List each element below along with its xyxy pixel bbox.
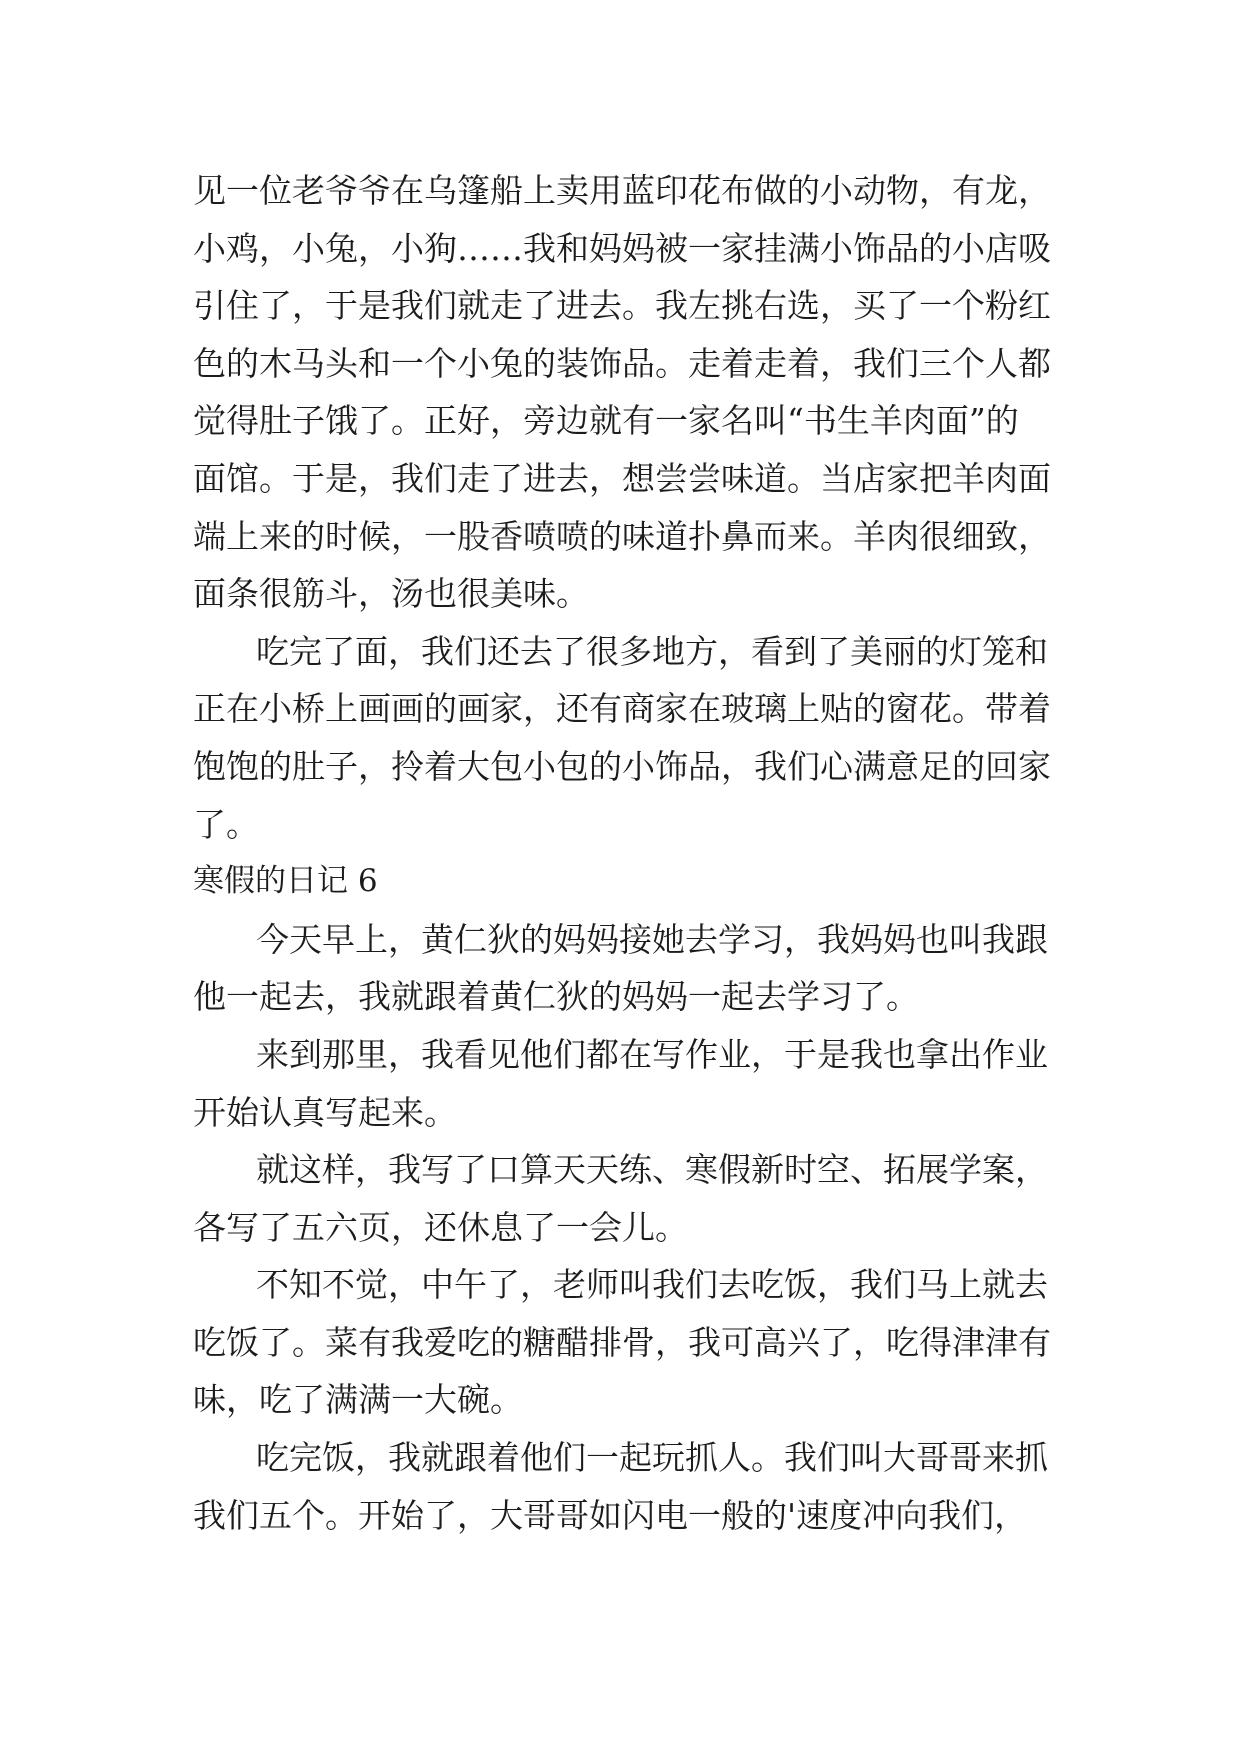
paragraph-start-line: 就这样，我写了口算天天练、寒假新时空、拓展学案，: [256, 1150, 1048, 1190]
text-line: 味，吃了满满一大碗。: [193, 1380, 523, 1420]
text-line: 端上来的时候，一股香喷喷的味道扑鼻而来。羊肉很细致，: [193, 516, 1051, 556]
text-line: 引住了，于是我们就走了进去。我左挑右选，买了一个粉红: [193, 286, 1051, 326]
text-line: 小鸡，小兔，小狗……我和妈妈被一家挂满小饰品的小店吸: [193, 228, 1051, 268]
text-line: 面馆。于是，我们走了进去，想尝尝味道。当店家把羊肉面: [193, 458, 1051, 498]
paragraph-start-line: 今天早上，黄仁狄的妈妈接她去学习，我妈妈也叫我跟: [256, 919, 1048, 959]
paragraph-start-line: 来到那里，我看见他们都在写作业，于是我也拿出作业: [256, 1034, 1048, 1074]
text-line: 各写了五六页，还休息了一会儿。: [193, 1207, 688, 1247]
text-line: 开始认真写起来。: [193, 1092, 457, 1132]
paragraph-start-line: 吃完了面，我们还去了很多地方，看到了美丽的灯笼和: [256, 631, 1048, 671]
text-line: 色的木马头和一个小兔的装饰品。走着走着，我们三个人都: [193, 343, 1051, 383]
text-line: 我们五个。开始了，大哥哥如闪电一般的'速度冲向我们，: [193, 1495, 1028, 1535]
text-line: 他一起去，我就跟着黄仁狄的妈妈一起去学习了。: [193, 977, 919, 1017]
diary-entry-heading: 寒假的日记 6: [193, 863, 378, 900]
diary-text: [193, 162, 1073, 1544]
text-line: 见一位老爷爷在乌篷船上卖用蓝印花布做的小动物，有龙，: [193, 171, 1051, 210]
paragraph-start-line: 吃完饭，我就跟着他们一起玩抓人。我们叫大哥哥来抓: [256, 1438, 1048, 1478]
text-line: 饱饱的肚子，拎着大包小包的小饰品，我们心满意足的回家: [193, 746, 1051, 786]
text-line: 正在小桥上画画的画家，还有商家在玻璃上贴的窗花。带着: [193, 689, 1051, 729]
text-line: 觉得肚子饿了。正好，旁边就有一家名叫“书生羊肉面”的: [193, 401, 1019, 441]
text-line: 面条很筋斗，汤也很美味。: [193, 574, 589, 614]
text-line: 了。: [193, 804, 259, 844]
paragraph-start-line: 不知不觉，中午了，老师叫我们去吃饭，我们马上就去: [256, 1265, 1048, 1305]
text-line: 吃饭了。菜有我爱吃的糖醋排骨，我可高兴了，吃得津津有: [193, 1322, 1051, 1362]
